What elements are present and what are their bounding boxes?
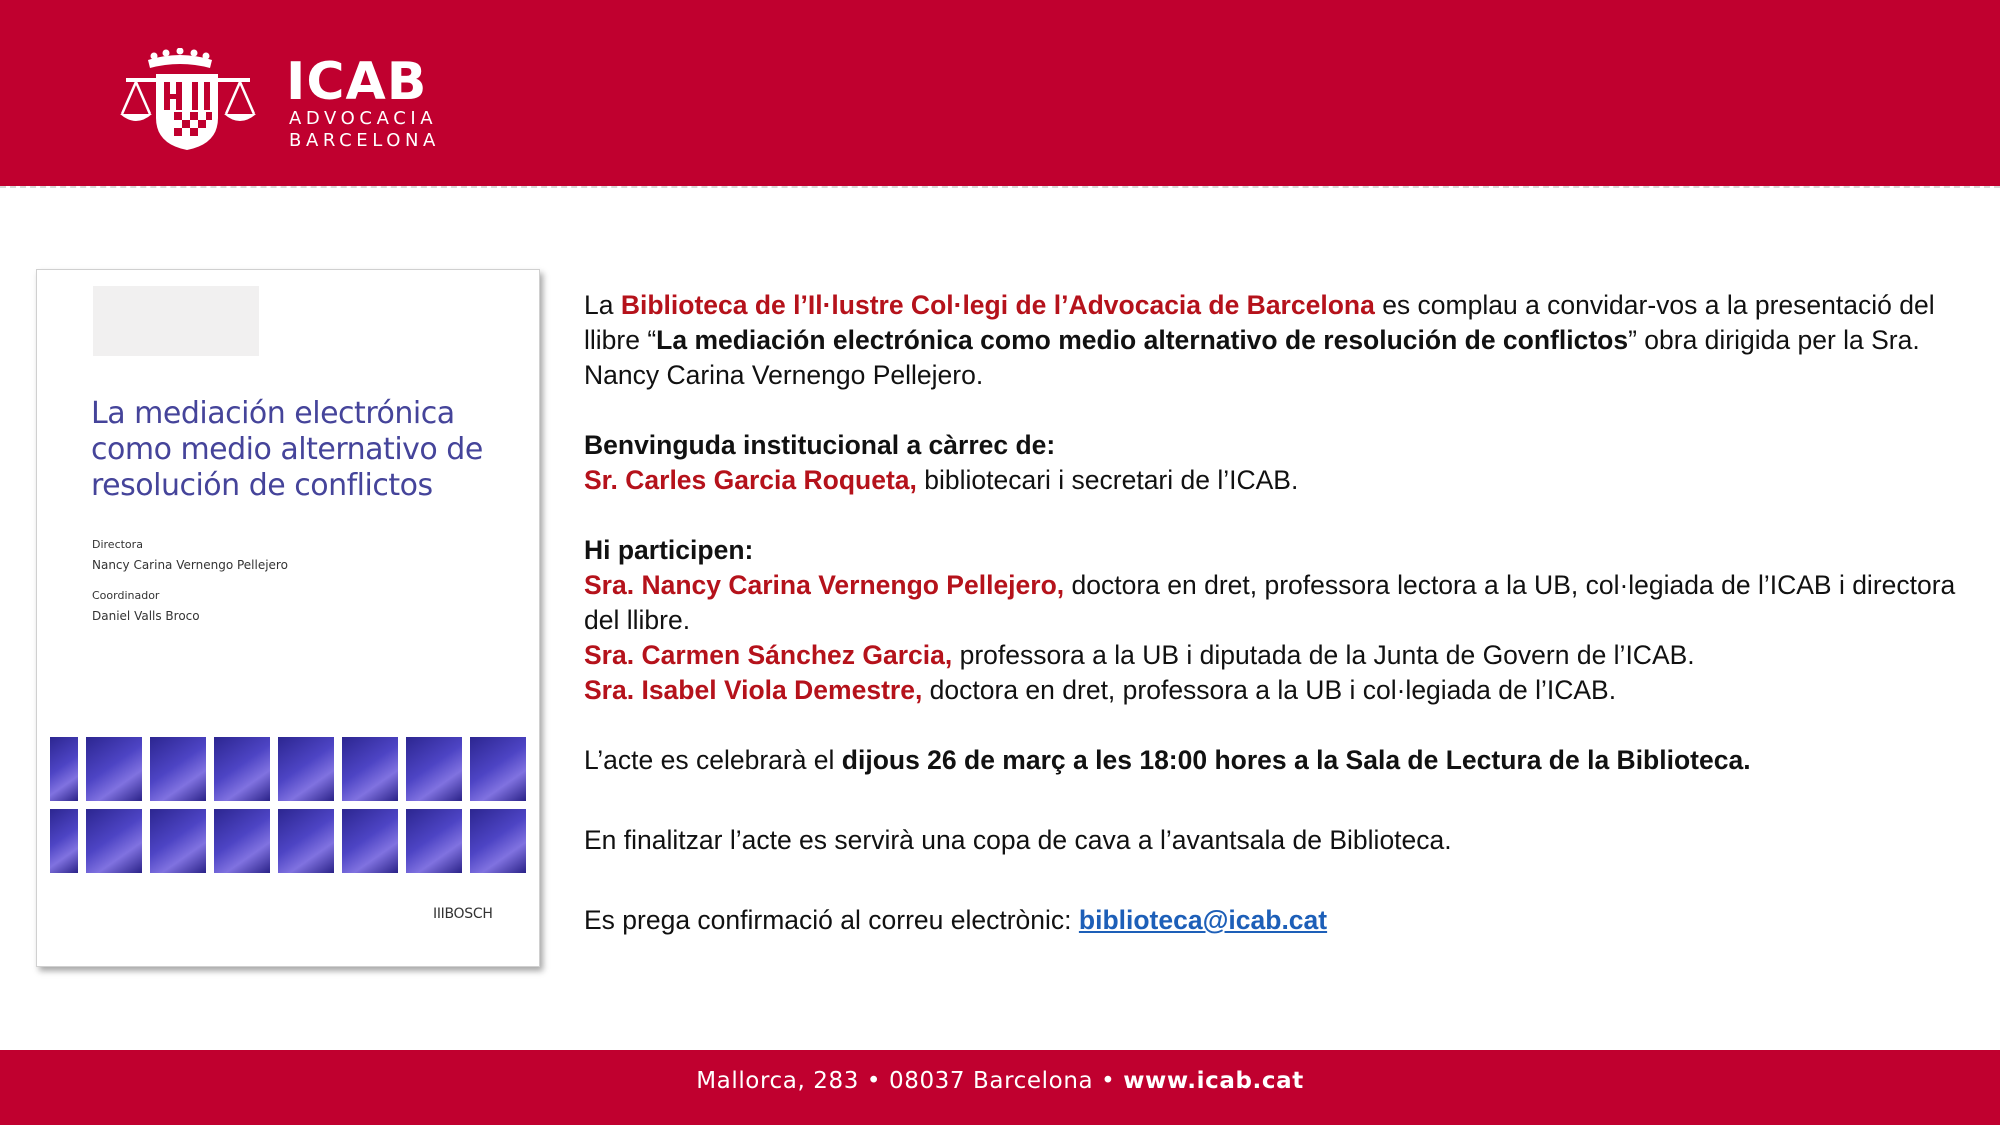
header-divider <box>0 186 2000 188</box>
welcome-heading: Benvinguda institucional a càrrec de: <box>584 430 1056 460</box>
book-cover-title: La mediación electrónica como medio alternativo de resolución de conflictos <box>91 396 483 503</box>
book-director-label: Directora <box>92 538 143 551</box>
book-cover-tile-pattern <box>50 737 528 877</box>
intro-paragraph: La Biblioteca de l’Il·lustre Col·legi de l’Advocacia de Barcelona es complau a convidar-vos a la presentació del llibre “La mediación electrónica como medio alternativo de resolución de conflictos” obra dirigida per la Sra. Nancy Carina Vernengo Pellejero. <box>584 290 1935 390</box>
logo-subtitle-line2: BARCELONA <box>289 130 440 151</box>
welcome-speaker: Sr. Carles Garcia Roqueta, bibliotecari i secretari de l’ICAB. <box>584 465 1299 495</box>
icab-logo[interactable] <box>118 48 478 152</box>
book-publisher-logo: IIIBOSCH <box>433 906 493 922</box>
invitation-text <box>584 288 1964 938</box>
book-title-text: La mediación electrónica como medio alternativo de resolución de conflictos <box>656 325 1629 355</box>
logo-wordmark: ICAB <box>286 52 428 112</box>
rsvp-line: Es prega confirmació al correu electrònic: biblioteca@icab.cat <box>584 905 1328 935</box>
participant-item: Sra. Isabel Viola Demestre, doctora en dret, professora a la UB i col·legiada de l’ICAB. <box>584 675 1617 705</box>
book-label-sticker <box>93 286 259 356</box>
book-coordinator-name: Daniel Valls Broco <box>92 609 200 623</box>
event-details: L’acte es celebrarà el dijous 26 de març a les 18:00 hores a la Sala de Lectura de la Biblioteca. <box>584 745 1751 775</box>
participant-item: Sra. Nancy Carina Vernengo Pellejero, doctora en dret, professora lectora a la UB, col·legiada de l’ICAB i directora del llibre. <box>584 570 1956 635</box>
book-coordinator-label: Coordinador <box>92 589 160 602</box>
footer-address: Mallorca, 283 • 08037 Barcelona • www.icab.cat <box>696 1068 1304 1094</box>
crest-scales-icon <box>118 48 268 152</box>
header-banner <box>0 0 2000 186</box>
book-director-name: Nancy Carina Vernengo Pellejero <box>92 558 288 572</box>
footer-banner <box>0 1050 2000 1125</box>
participants-heading: Hi participen: <box>584 535 754 565</box>
logo-subtitle-line1: ADVOCACIA <box>289 108 438 129</box>
cava-note: En finalitzar l’acte es servirà una copa de cava a l’avantsala de Biblioteca. <box>584 825 1452 855</box>
participant-item: Sra. Carmen Sánchez Garcia, professora a la UB i diputada de la Junta de Govern de l’ICAB. <box>584 640 1695 670</box>
footer-website-link[interactable]: www.icab.cat <box>1123 1068 1304 1094</box>
book-cover-image <box>36 269 540 967</box>
organization-name: Biblioteca de l’Il·lustre Col·legi de l’Advocacia de Barcelona <box>620 290 1375 320</box>
rsvp-email-link[interactable]: biblioteca@icab.cat <box>1078 905 1328 935</box>
